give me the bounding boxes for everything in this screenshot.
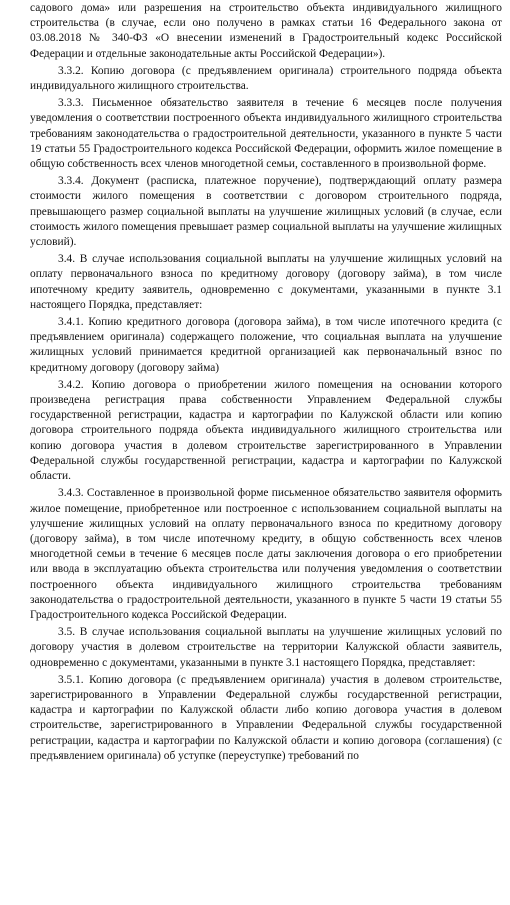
paragraph-3-4-2: 3.4.2. Копию договора о приобретении жилого помещения на основании которого произведена регистрация права собственности Управлением Федеральной службы государственной регистрации, кадастра и картографии по Калужской области или копию договора строительного подряда объекта индивидуального жилищного строительства или копию договора участия в долевом строительстве зарегистрированного в Управлении Федеральной службы государственной регистрации, кадастра и картографии по Калужской области. [30, 378, 502, 483]
paragraph-3-3-3: 3.3.3. Письменное обязательство заявителя в течение 6 месяцев после получения уведомления о соответствии построенного объекта индивидуального жилищного строительства требованиям законодательства о градостроительной деятельности, указанного в пункте 5 части 19 статьи 55 Градостроительного кодекса Российской Федерации, оформить жилое помещение в общую собственность всех членов многодетной семьи, составленного в произвольной форме. [30, 97, 502, 171]
paragraph-3-3-4: 3.3.4. Документ (расписка, платежное поручение), подтверждающий оплату размера стоимости жилого помещения в соответствии с договором строительного подряда, превышающего размер социальной выплаты на улучшение жилищных условий (в случае, если стоимость жилого помещения превышает размер социальной выплаты на улучшение жилищных условий). [30, 175, 502, 249]
paragraph-3-5-1: 3.5.1. Копию договора (с предъявлением оригинала) участия в долевом строительстве, зарегистрированного в Управлении Федеральной службы государственной регистрации, кадастра и картографии по Калужской области либо копию договора участия в долевом строительстве, зарегистрированного в Управлении Федеральной службы государственной регистрации, кадастра и картографии по Калужской области и копию договора (соглашения) (с предъявлением оригинала) об уступке (переуступке) требований по [30, 673, 502, 762]
paragraph-continuation: садового дома» или разрешения на строительство объекта индивидуального жилищного строительства (в случае, если оно получено в рамках статьи 16 Федерального закона от 03.08.2018 № 340-ФЗ «О внесении изменений в Градостроительный кодекс Российской Федерации и отдельные законодательные акты Российской Федерации»). [30, 2, 502, 60]
paragraph-3-5: 3.5. В случае использования социальной выплаты на улучшение жилищных условий по договору участия в долевом строительстве на территории Калужской области заявитель, одновременно с документами, указанными в пункте 3.1 настоящего Порядка, представляет: [30, 626, 502, 669]
paragraph-3-4: 3.4. В случае использования социальной выплаты на улучшение жилищных условий на оплату первоначального взноса по кредитному договору (договору займа), в том числе ипотечному кредиту заявитель, одновременно с документами, указанными в пункте 3.1 настоящего Порядка, представляет: [30, 253, 502, 311]
paragraph-3-4-1: 3.4.1. Копию кредитного договора (договора займа), в том числе ипотечного кредита (с предъявлением оригинала) содержащего положение, что социальная выплата на улучшение жилищных условий принимается кредитной организацией как первоначальный взнос по кредитному договору (договору займа) [30, 316, 502, 374]
paragraph-3-3-2: 3.3.2. Копию договора (с предъявлением оригинала) строительного подряда объекта индивидуального жилищного строительства. [30, 64, 502, 93]
paragraph-3-4-3: 3.4.3. Составленное в произвольной форме письменное обязательство заявителя оформить жилое помещение, приобретенное или построенное с использованием социальной выплаты на улучшение жилищных условий на оплату первоначального взноса по кредитному договору (договору займа), в том числе ипотечному кредиту, в общую собственность всех членов многодетной семьи в течение 6 месяцев после даты заключения договора о его приобретении или ввода в эксплуатацию объекта строительства или получения уведомления о соответствии построенного объекта индивидуального жилищного строительства требованиям законодательства о градостроительной деятельности, указанного в пункте 5 части 19 статьи 55 Градостроительного кодекса Российской Федерации. [30, 487, 502, 621]
